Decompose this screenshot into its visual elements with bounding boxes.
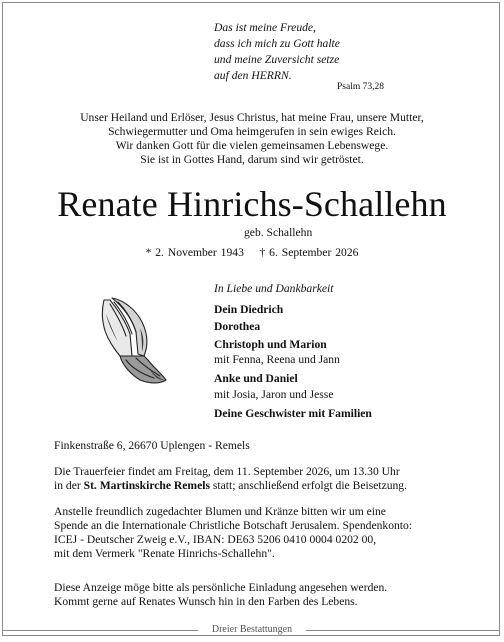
family-children: mit Josia, Jaron und Jesse [214,387,334,401]
deceased-name: Renate Hinrichs-Schallehn [57,184,447,224]
donation-line: Spende an die Internationale Christliche Botschaft Jerusalem. Spendenkonto: [54,519,413,532]
family-heading: In Liebe und Dankbarkeit [214,282,334,295]
donation-line: ICEJ - Deutscher Zweig e.V., IBAN: DE63 5206 0410 0004 0202 00, [54,533,377,546]
family-list [214,280,474,422]
invite-line: Kommt gerne auf Renates Wunsch hin in den Farben des Lebens. [54,595,358,608]
ceremony-line: Die Trauerfeier findet am Freitag, dem 11. September 2026, um 13.30 Uhr [54,465,400,478]
footer-divider [2,630,198,631]
maiden-name: geb. Schallehn [244,226,313,239]
church-name: St. Martinskirche Remels [83,479,210,492]
undertaker-credit: Dreier Bestattungen [198,624,306,635]
donation-line: mit dem Vermerk "Renate Hinrichs-Schallehn". [54,547,275,560]
psalm-reference: Psalm 73,28 [337,82,384,92]
intro-line: Wir danken Gott für die vielen gemeinsamen Lebenswege. [115,139,389,152]
family-member: Deine Geschwister mit Familien [214,406,372,420]
family-member: Anke und Daniel [214,372,298,385]
family-member: Christoph und Marion [214,337,327,351]
family-children: mit Fenna, Reena und Jann [214,353,340,366]
ceremony-text [54,465,474,493]
intro-text [30,111,474,167]
life-dates: * 2. November 1943 † 6. September 2026 [145,246,359,259]
psalm-line: dass ich mich zu Gott halte [214,37,340,50]
footer-divider [306,630,500,631]
invitation-text [54,581,474,609]
family-member: Dorothea [214,320,261,333]
ceremony-prefix: in der [54,479,84,492]
address: Finkenstraße 6, 26670 Uplengen - Remels [54,439,250,452]
invite-line: Diese Anzeige möge bitte als persönliche Einladung angesehen werden. [54,581,388,594]
psalm-line: Das ist meine Freude, [214,21,316,34]
intro-line: Schwiegermutter und Oma heimgerufen in sein ewiges Reich. [108,125,396,138]
intro-line: Sie ist in Gottes Hand, darum sind wir getröstet. [140,153,364,166]
psalm-line: auf den HERRN. [214,69,292,82]
donation-line: Anstelle freundlich zugedachter Blumen und Kränze bitten wir um eine [54,505,386,518]
donation-text [54,505,474,561]
ceremony-line [54,479,474,493]
intro-line: Unser Heiland und Erlöser, Jesus Christus, hat meine Frau, unsere Mutter, [80,111,424,124]
ceremony-suffix: statt; anschließend erfolgt die Beisetzung. [209,479,408,492]
praying-hands-icon [92,294,170,388]
family-member: Dein Diedrich [214,302,284,316]
psalm-quote [214,20,394,84]
psalm-line: und meine Zuversicht setze [214,53,340,66]
